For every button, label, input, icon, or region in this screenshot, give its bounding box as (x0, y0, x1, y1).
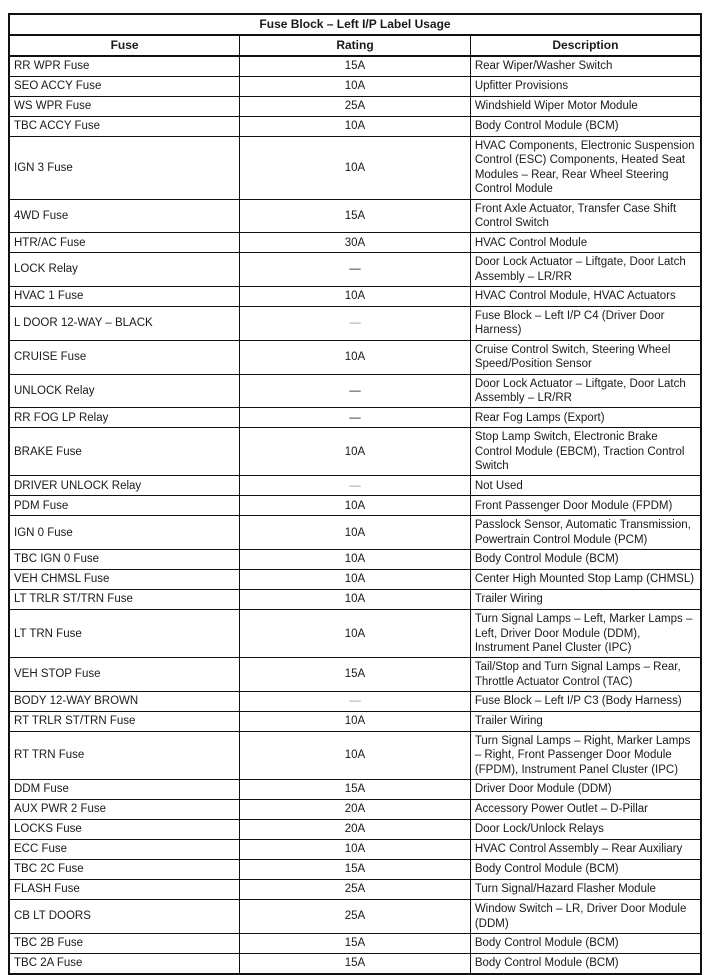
fuse-rating-cell: 10A (240, 428, 471, 476)
fuse-rating-cell: 15A (240, 199, 471, 233)
fuse-description-cell: Body Control Module (BCM) (470, 953, 701, 974)
fuse-name-cell: IGN 0 Fuse (9, 516, 240, 550)
fuse-name-cell: ECC Fuse (9, 840, 240, 860)
fuse-name-cell: SEO ACCY Fuse (9, 77, 240, 97)
fuse-description-cell: Fuse Block – Left I/P C4 (Driver Door Harness) (470, 307, 701, 341)
table-title: Fuse Block – Left I/P Label Usage (9, 14, 701, 35)
fuse-description-cell: Body Control Module (BCM) (470, 117, 701, 137)
table-row (9, 253, 701, 287)
table-row (9, 692, 701, 712)
fuse-name-cell: 4WD Fuse (9, 199, 240, 233)
table-row (9, 820, 701, 840)
fuse-description-cell: Turn Signal/Hazard Flasher Module (470, 880, 701, 900)
fuse-name-cell: RT TRN Fuse (9, 732, 240, 780)
fuse-name-cell: PDM Fuse (9, 496, 240, 516)
table-row (9, 860, 701, 880)
table-body (9, 56, 701, 974)
fuse-description-cell: Door Lock Actuator – Liftgate, Door Latch Assembly – LR/RR (470, 374, 701, 408)
fuse-name-cell: TBC 2B Fuse (9, 933, 240, 953)
fuse-name-cell: UNLOCK Relay (9, 374, 240, 408)
table-row (9, 117, 701, 137)
fuse-name-cell: DRIVER UNLOCK Relay (9, 476, 240, 496)
fuse-description-cell: Front Passenger Door Module (FPDM) (470, 496, 701, 516)
table-row (9, 408, 701, 428)
fuse-description-cell: Rear Wiper/Washer Switch (470, 56, 701, 77)
fuse-rating-cell: 10A (240, 117, 471, 137)
table-row (9, 307, 701, 341)
fuse-description-cell: Body Control Module (BCM) (470, 933, 701, 953)
fuse-description-cell: Trailer Wiring (470, 712, 701, 732)
fuse-description-cell: Turn Signal Lamps – Right, Marker Lamps – Right, Front Passenger Door Module (FPDM), Instrument Panel Cluster (IPC) (470, 732, 701, 780)
table-row (9, 610, 701, 658)
fuse-rating-cell: — (240, 476, 471, 496)
fuse-description-cell: Upfitter Provisions (470, 77, 701, 97)
fuse-description-cell: Fuse Block – Left I/P C3 (Body Harness) (470, 692, 701, 712)
table-row (9, 137, 701, 200)
fuse-name-cell: WS WPR Fuse (9, 97, 240, 117)
fuse-rating-cell: 15A (240, 953, 471, 974)
fuse-rating-cell: — (240, 253, 471, 287)
table-row (9, 428, 701, 476)
column-header-description: Description (470, 35, 701, 56)
table-row (9, 800, 701, 820)
table-row (9, 880, 701, 900)
table-row (9, 233, 701, 253)
table-row (9, 590, 701, 610)
table-row (9, 374, 701, 408)
fuse-description-cell: HVAC Control Assembly – Rear Auxiliary (470, 840, 701, 860)
fuse-name-cell: L DOOR 12-WAY – BLACK (9, 307, 240, 341)
fuse-name-cell: DDM Fuse (9, 780, 240, 800)
fuse-description-cell: Cruise Control Switch, Steering Wheel Speed/Position Sensor (470, 340, 701, 374)
fuse-rating-cell: — (240, 408, 471, 428)
fuse-name-cell: RR FOG LP Relay (9, 408, 240, 428)
fuse-block-table (8, 13, 702, 975)
table-row (9, 712, 701, 732)
fuse-name-cell: TBC ACCY Fuse (9, 117, 240, 137)
table-row (9, 550, 701, 570)
fuse-description-cell: Rear Fog Lamps (Export) (470, 408, 701, 428)
fuse-name-cell: CB LT DOORS (9, 900, 240, 934)
fuse-description-cell: HVAC Components, Electronic Suspension Control (ESC) Components, Heated Seat Modules – Rear, Rear Wheel Steering Control Module (470, 137, 701, 200)
fuse-description-cell: Trailer Wiring (470, 590, 701, 610)
column-header-fuse: Fuse (9, 35, 240, 56)
fuse-rating-cell: 20A (240, 800, 471, 820)
fuse-rating-cell: 10A (240, 550, 471, 570)
fuse-rating-cell: — (240, 692, 471, 712)
fuse-rating-cell: 15A (240, 780, 471, 800)
fuse-description-cell: Center High Mounted Stop Lamp (CHMSL) (470, 570, 701, 590)
fuse-rating-cell: — (240, 307, 471, 341)
fuse-rating-cell: 15A (240, 860, 471, 880)
fuse-name-cell: VEH STOP Fuse (9, 658, 240, 692)
fuse-rating-cell: — (240, 374, 471, 408)
fuse-name-cell: LT TRLR ST/TRN Fuse (9, 590, 240, 610)
fuse-name-cell: TBC 2A Fuse (9, 953, 240, 974)
fuse-rating-cell: 15A (240, 933, 471, 953)
column-header-rating: Rating (240, 35, 471, 56)
fuse-description-cell: HVAC Control Module, HVAC Actuators (470, 287, 701, 307)
fuse-description-cell: HVAC Control Module (470, 233, 701, 253)
fuse-name-cell: LOCKS Fuse (9, 820, 240, 840)
fuse-description-cell: Turn Signal Lamps – Left, Marker Lamps – Left, Driver Door Module (DDM), Instrument Panel Cluster (IPC) (470, 610, 701, 658)
fuse-description-cell: Accessory Power Outlet – D-Pillar (470, 800, 701, 820)
fuse-rating-cell: 20A (240, 820, 471, 840)
table-row (9, 97, 701, 117)
fuse-description-cell: Door Lock/Unlock Relays (470, 820, 701, 840)
fuse-description-cell: Not Used (470, 476, 701, 496)
fuse-name-cell: TBC IGN 0 Fuse (9, 550, 240, 570)
fuse-description-cell: Stop Lamp Switch, Electronic Brake Control Module (EBCM), Traction Control Switch (470, 428, 701, 476)
fuse-description-cell: Body Control Module (BCM) (470, 550, 701, 570)
table-row (9, 77, 701, 97)
table-row (9, 287, 701, 307)
fuse-rating-cell: 10A (240, 496, 471, 516)
fuse-description-cell: Tail/Stop and Turn Signal Lamps – Rear, Throttle Actuator Control (TAC) (470, 658, 701, 692)
fuse-name-cell: RT TRLR ST/TRN Fuse (9, 712, 240, 732)
table-row (9, 496, 701, 516)
fuse-name-cell: RR WPR Fuse (9, 56, 240, 77)
table-row (9, 570, 701, 590)
fuse-rating-cell: 10A (240, 77, 471, 97)
fuse-name-cell: VEH CHMSL Fuse (9, 570, 240, 590)
fuse-name-cell: BRAKE Fuse (9, 428, 240, 476)
table-row (9, 56, 701, 77)
table-title-row (9, 14, 701, 35)
table-row (9, 199, 701, 233)
table-row (9, 780, 701, 800)
fuse-rating-cell: 10A (240, 570, 471, 590)
fuse-rating-cell: 15A (240, 56, 471, 77)
fuse-rating-cell: 10A (240, 287, 471, 307)
fuse-description-cell: Body Control Module (BCM) (470, 860, 701, 880)
fuse-description-cell: Passlock Sensor, Automatic Transmission, Powertrain Control Module (PCM) (470, 516, 701, 550)
fuse-rating-cell: 10A (240, 840, 471, 860)
fuse-name-cell: AUX PWR 2 Fuse (9, 800, 240, 820)
fuse-rating-cell: 10A (240, 610, 471, 658)
fuse-rating-cell: 25A (240, 900, 471, 934)
fuse-name-cell: LOCK Relay (9, 253, 240, 287)
table-row (9, 840, 701, 860)
fuse-name-cell: LT TRN Fuse (9, 610, 240, 658)
fuse-name-cell: TBC 2C Fuse (9, 860, 240, 880)
fuse-description-cell: Windshield Wiper Motor Module (470, 97, 701, 117)
table-row (9, 900, 701, 934)
fuse-name-cell: BODY 12-WAY BROWN (9, 692, 240, 712)
fuse-rating-cell: 30A (240, 233, 471, 253)
table-row (9, 732, 701, 780)
table-row (9, 340, 701, 374)
table-row (9, 476, 701, 496)
fuse-rating-cell: 15A (240, 658, 471, 692)
fuse-description-cell: Driver Door Module (DDM) (470, 780, 701, 800)
fuse-name-cell: CRUISE Fuse (9, 340, 240, 374)
fuse-name-cell: FLASH Fuse (9, 880, 240, 900)
table-header-row (9, 35, 701, 56)
fuse-rating-cell: 10A (240, 732, 471, 780)
fuse-name-cell: HVAC 1 Fuse (9, 287, 240, 307)
fuse-rating-cell: 10A (240, 712, 471, 732)
fuse-rating-cell: 10A (240, 590, 471, 610)
fuse-rating-cell: 10A (240, 137, 471, 200)
fuse-rating-cell: 10A (240, 516, 471, 550)
table-row (9, 953, 701, 974)
fuse-rating-cell: 25A (240, 97, 471, 117)
table-row (9, 516, 701, 550)
fuse-description-cell: Front Axle Actuator, Transfer Case Shift Control Switch (470, 199, 701, 233)
fuse-description-cell: Window Switch – LR, Driver Door Module (DDM) (470, 900, 701, 934)
fuse-name-cell: HTR/AC Fuse (9, 233, 240, 253)
fuse-rating-cell: 10A (240, 340, 471, 374)
fuse-rating-cell: 25A (240, 880, 471, 900)
table-row (9, 658, 701, 692)
table-row (9, 933, 701, 953)
fuse-description-cell: Door Lock Actuator – Liftgate, Door Latch Assembly – LR/RR (470, 253, 701, 287)
fuse-name-cell: IGN 3 Fuse (9, 137, 240, 200)
